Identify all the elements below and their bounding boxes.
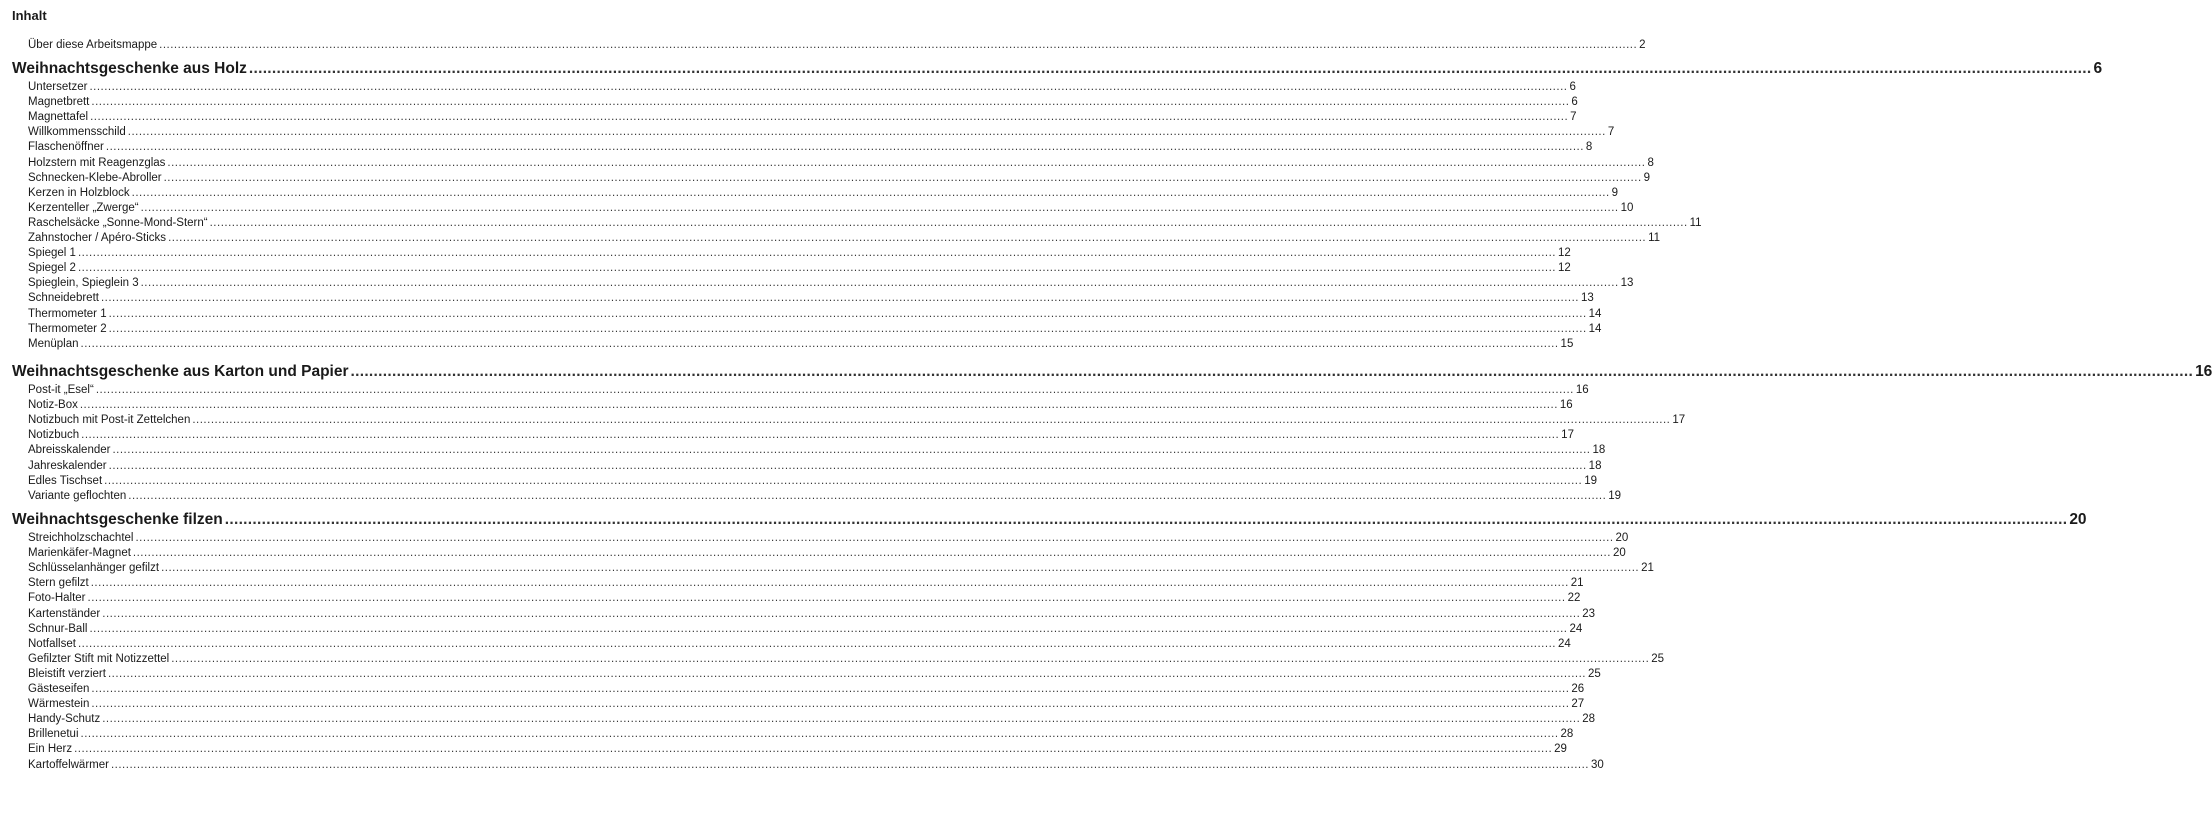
page-number: 7	[1570, 111, 1577, 124]
entry-title: Magnetbrett	[28, 96, 90, 109]
page-number: 26	[1571, 683, 1585, 695]
dot-leader: ................................................................................................................................................................................................................................................................................................................................................................................................................	[107, 667, 1586, 680]
toc-entry[interactable]	[28, 742, 1567, 756]
entry-title: Streichholzschachtel	[28, 532, 134, 544]
entry-title: Kartenständer	[28, 607, 101, 620]
dot-leader: ................................................................................................................................................................................................................................................................................................................................................................................................................	[163, 171, 1642, 184]
entry-title: Magnettafel	[28, 111, 89, 124]
page-number: 22	[1567, 592, 1581, 605]
toc-entry[interactable]	[28, 307, 1602, 321]
dot-leader: ................................................................................................................................................................................................................................................................................................................................................................................................................	[128, 489, 1607, 502]
page-number: 21	[1641, 562, 1654, 575]
entry-title: Schnecken-Klebe-Abroller	[28, 171, 162, 184]
entry-title: Stern gefilzt	[28, 577, 89, 590]
toc-entry[interactable]	[28, 383, 1589, 397]
entry-title: Gästeseifen	[28, 683, 90, 695]
page-number: 11	[1648, 232, 1661, 244]
toc-entry[interactable]	[28, 337, 1574, 351]
toc-entry[interactable]	[28, 140, 1593, 154]
dot-leader: ................................................................................................................................................................................................................................................................................................................................................................................................................	[127, 126, 1606, 139]
page-number: 12	[1558, 262, 1571, 275]
dot-leader: ................................................................................................................................................................................................................................................................................................................................................................................................................	[89, 622, 1568, 635]
dot-leader: ................................................................................................................................................................................................................................................................................................................................................................................................................	[79, 399, 1558, 412]
toc-entry[interactable]	[28, 682, 1585, 696]
dot-leader: ................................................................................................................................................................................................................................................................................................................................................................................................................	[161, 562, 1640, 575]
dot-leader: ................................................................................................................................................................................................................................................................................................................................................................................................................	[74, 743, 1553, 756]
toc-entry[interactable]	[28, 276, 1634, 290]
entry-title: Schlüsselanhänger gefilzt	[28, 562, 160, 575]
dot-leader: ................................................................................................................................................................................................................................................................................................................................................................................................................	[132, 547, 1611, 560]
dot-leader: ................................................................................................................................................................................................................................................................................................................................................................................................................	[77, 262, 1556, 275]
entry-title: Notiz-Box	[28, 399, 78, 412]
page-number: 6	[2093, 60, 2103, 77]
dot-leader: ................................................................................................................................................................................................................................................................................................................................................................................................................	[77, 247, 1556, 260]
page-number: 20	[2069, 511, 2087, 528]
page-number: 6	[1571, 96, 1578, 109]
page-number: 28	[1560, 728, 1574, 741]
dot-leader: ................................................................................................................................................................................................................................................................................................................................................................................................................	[77, 637, 1556, 650]
dot-leader: ................................................................................................................................................................................................................................................................................................................................................................................................................	[159, 39, 1638, 51]
dot-leader: ................................................................................................................................................................................................................................................................................................................................................................................................................	[131, 186, 1610, 199]
dot-leader: ................................................................................................................................................................................................................................................................................................................................................................................................................	[105, 141, 1584, 154]
toc-entry[interactable]	[28, 156, 1654, 170]
page-number: 19	[1608, 489, 1622, 502]
dot-leader: ................................................................................................................................................................................................................................................................................................................................................................................................................	[224, 511, 2068, 528]
section-title: Weihnachtsgeschenke aus Karton und Papier	[12, 363, 349, 380]
dot-leader: ................................................................................................................................................................................................................................................................................................................................................................................................................	[192, 414, 1671, 427]
page-number: 28	[1582, 713, 1596, 726]
entry-title: Raschelsäcke „Sonne-Mond-Stern“	[28, 216, 208, 229]
toc-entry[interactable]	[28, 261, 1571, 275]
page-number: 6	[1569, 81, 1576, 93]
dot-leader: ................................................................................................................................................................................................................................................................................................................................................................................................................	[90, 111, 1569, 124]
entry-title: Menüplan	[28, 337, 79, 350]
entry-title: Marienkäfer-Magnet	[28, 547, 131, 560]
dot-leader: ................................................................................................................................................................................................................................................................................................................................................................................................................	[140, 277, 1619, 290]
toc-entry[interactable]	[28, 291, 1594, 305]
toc-entry[interactable]	[28, 489, 1622, 503]
toc-entry[interactable]	[28, 322, 1602, 336]
dot-leader: ................................................................................................................................................................................................................................................................................................................................................................................................................	[140, 201, 1619, 214]
dot-leader: ................................................................................................................................................................................................................................................................................................................................................................................................................	[102, 713, 1581, 726]
dot-leader: ................................................................................................................................................................................................................................................................................................................................................................................................................	[104, 474, 1583, 487]
page-number: 14	[1588, 322, 1602, 335]
entry-title: Ein Herz	[28, 743, 73, 756]
page-number: 16	[1575, 384, 1589, 396]
dot-leader: ................................................................................................................................................................................................................................................................................................................................................................................................................	[91, 96, 1570, 109]
entry-title: Kerzen in Holzblock	[28, 186, 130, 199]
entry-title: Schneidebrett	[28, 292, 99, 305]
page-number: 16	[1559, 399, 1573, 412]
entry-title: Zahnstocher / Apéro-Sticks	[28, 232, 167, 244]
entry-title: Handy-Schutz	[28, 713, 101, 726]
entry-title: Flaschenöffner	[28, 141, 104, 154]
page-number: 27	[1571, 698, 1585, 711]
page-number: 9	[1643, 171, 1651, 184]
page-number: 25	[1588, 667, 1601, 680]
toc-entry[interactable]	[28, 201, 1634, 215]
toc-entry-intro[interactable]	[28, 38, 1646, 52]
entry-title: Holzstern mit Reagenzglas	[28, 156, 166, 169]
dot-leader: ................................................................................................................................................................................................................................................................................................................................................................................................................	[112, 444, 1591, 457]
toc-entry[interactable]	[28, 637, 1571, 651]
dot-leader: ................................................................................................................................................................................................................................................................................................................................................................................................................	[110, 758, 1589, 771]
dot-leader: ................................................................................................................................................................................................................................................................................................................................................................................................................	[108, 459, 1587, 472]
dot-leader: ................................................................................................................................................................................................................................................................................................................................................................................................................	[91, 698, 1570, 711]
entry-title: Spieglein, Spieglein 3	[28, 277, 139, 290]
toc-entry[interactable]	[28, 652, 1665, 666]
toc-entry[interactable]	[28, 697, 1585, 711]
dot-leader: ................................................................................................................................................................................................................................................................................................................................................................................................................	[209, 216, 1688, 229]
toc-entry[interactable]	[28, 95, 1578, 109]
entry-title: Abreisskalender	[28, 444, 111, 457]
toc-entry[interactable]	[28, 607, 1596, 621]
dot-leader: ................................................................................................................................................................................................................................................................................................................................................................................................................	[171, 652, 1650, 665]
toc-entry[interactable]	[28, 576, 1584, 590]
page-number: 14	[1588, 307, 1602, 320]
dot-leader: ................................................................................................................................................................................................................................................................................................................................................................................................................	[80, 337, 1559, 350]
entry-title: Über diese Arbeitsmappe	[28, 39, 158, 51]
page-number: 25	[1651, 652, 1665, 665]
entry-title: Bleistift verziert	[28, 667, 106, 680]
dot-leader: ................................................................................................................................................................................................................................................................................................................................................................................................................	[350, 363, 2194, 380]
dot-leader: ................................................................................................................................................................................................................................................................................................................................................................................................................	[102, 607, 1581, 620]
page-number: 17	[1672, 414, 1686, 427]
entry-title: Foto-Halter	[28, 592, 86, 605]
page-number: 20	[1612, 547, 1626, 560]
page-number: 11	[1689, 216, 1702, 229]
page-number: 17	[1561, 429, 1574, 442]
page-title: Inhalt	[12, 8, 47, 23]
dot-leader: ................................................................................................................................................................................................................................................................................................................................................................................................................	[167, 156, 1646, 169]
page-number: 7	[1607, 126, 1615, 139]
dot-leader: ................................................................................................................................................................................................................................................................................................................................................................................................................	[135, 532, 1614, 544]
dot-leader: ................................................................................................................................................................................................................................................................................................................................................................................................................	[95, 384, 1574, 396]
toc-entry[interactable]	[28, 712, 1596, 726]
page-number: 30	[1591, 758, 1604, 771]
toc-entry[interactable]	[28, 171, 1651, 185]
page-number: 10	[1620, 201, 1634, 214]
toc-entry[interactable]	[28, 80, 1576, 94]
entry-title: Kartoffelwärmer	[28, 758, 109, 771]
dot-leader: ................................................................................................................................................................................................................................................................................................................................................................................................................	[100, 292, 1579, 305]
entry-title: Spiegel 1	[28, 247, 76, 260]
toc-entry[interactable]	[28, 125, 1615, 139]
page-number: 15	[1560, 337, 1574, 350]
entry-title: Gefilzter Stift mit Notizzettel	[28, 652, 170, 665]
entry-title: Brillenetui	[28, 728, 79, 741]
entry-title: Spiegel 2	[28, 262, 76, 275]
page-number: 18	[1588, 459, 1602, 472]
page-number: 18	[1592, 444, 1606, 457]
toc-entry[interactable]	[28, 531, 1629, 545]
entry-title: Willkommensschild	[28, 126, 126, 139]
toc-entry[interactable]	[28, 246, 1571, 260]
toc-entry[interactable]	[28, 428, 1574, 442]
toc-entry[interactable]	[28, 216, 1702, 230]
toc-entry[interactable]	[28, 474, 1597, 488]
toc-entry[interactable]	[28, 110, 1577, 124]
entry-title: Thermometer 1	[28, 307, 107, 320]
dot-leader: ................................................................................................................................................................................................................................................................................................................................................................................................................	[90, 577, 1569, 590]
toc-entry[interactable]	[28, 459, 1602, 473]
page-number: 16	[2195, 363, 2212, 380]
entry-title: Wärmestein	[28, 698, 90, 711]
dot-leader: ................................................................................................................................................................................................................................................................................................................................................................................................................	[91, 683, 1570, 695]
toc-entry[interactable]	[28, 186, 1619, 200]
dot-leader: ................................................................................................................................................................................................................................................................................................................................................................................................................	[89, 81, 1568, 93]
toc-section-heading[interactable]	[12, 60, 2103, 78]
section-title: Weihnachtsgeschenke aus Holz	[12, 60, 247, 77]
toc-entry[interactable]	[28, 758, 1604, 772]
toc-entry[interactable]	[28, 443, 1606, 457]
page-number: 24	[1569, 622, 1583, 635]
page-number: 8	[1647, 156, 1654, 169]
dot-leader: ................................................................................................................................................................................................................................................................................................................................................................................................................	[81, 429, 1560, 442]
toc-entry[interactable]	[28, 622, 1583, 636]
toc-section-heading[interactable]	[12, 363, 2212, 381]
entry-title: Edles Tischset	[28, 474, 103, 487]
dot-leader: ................................................................................................................................................................................................................................................................................................................................................................................................................	[108, 322, 1587, 335]
toc-entry[interactable]	[28, 413, 1686, 427]
toc-section-heading[interactable]	[12, 511, 2087, 529]
page-number: 21	[1570, 577, 1584, 590]
entry-title: Post-it „Esel“	[28, 384, 94, 396]
page-number: 13	[1620, 277, 1634, 290]
toc-entry[interactable]	[28, 727, 1574, 741]
page-number: 2	[1639, 39, 1646, 51]
page-number: 24	[1557, 637, 1571, 650]
page-number: 12	[1558, 247, 1571, 260]
toc-entry[interactable]	[28, 398, 1573, 412]
page-number: 23	[1582, 607, 1596, 620]
entry-title: Jahreskalender	[28, 459, 107, 472]
page-number: 8	[1585, 141, 1593, 154]
entry-title: Thermometer 2	[28, 322, 107, 335]
dot-leader: ................................................................................................................................................................................................................................................................................................................................................................................................................	[248, 60, 2092, 77]
toc-entry[interactable]	[28, 591, 1581, 605]
entry-title: Schnur-Ball	[28, 622, 88, 635]
entry-title: Notfallset	[28, 637, 76, 650]
dot-leader: ................................................................................................................................................................................................................................................................................................................................................................................................................	[80, 728, 1559, 741]
dot-leader: ................................................................................................................................................................................................................................................................................................................................................................................................................	[87, 592, 1566, 605]
entry-title: Variante geflochten	[28, 489, 127, 502]
toc-entry[interactable]	[28, 667, 1601, 681]
page-number: 20	[1615, 532, 1629, 544]
toc-entry[interactable]	[28, 546, 1626, 560]
dot-leader: ................................................................................................................................................................................................................................................................................................................................................................................................................	[168, 232, 1647, 244]
page-number: 29	[1554, 743, 1567, 756]
page-number: 9	[1611, 186, 1619, 199]
entry-title: Notizbuch mit Post-it Zettelchen	[28, 414, 191, 427]
section-title: Weihnachtsgeschenke filzen	[12, 511, 223, 528]
entry-title: Notizbuch	[28, 429, 80, 442]
entry-title: Untersetzer	[28, 81, 88, 93]
toc-entry[interactable]	[28, 561, 1654, 575]
dot-leader: ................................................................................................................................................................................................................................................................................................................................................................................................................	[108, 307, 1587, 320]
page-number: 19	[1584, 474, 1597, 487]
entry-title: Kerzenteller „Zwerge“	[28, 201, 139, 214]
toc-entry[interactable]	[28, 231, 1661, 245]
page-number: 13	[1581, 292, 1594, 305]
